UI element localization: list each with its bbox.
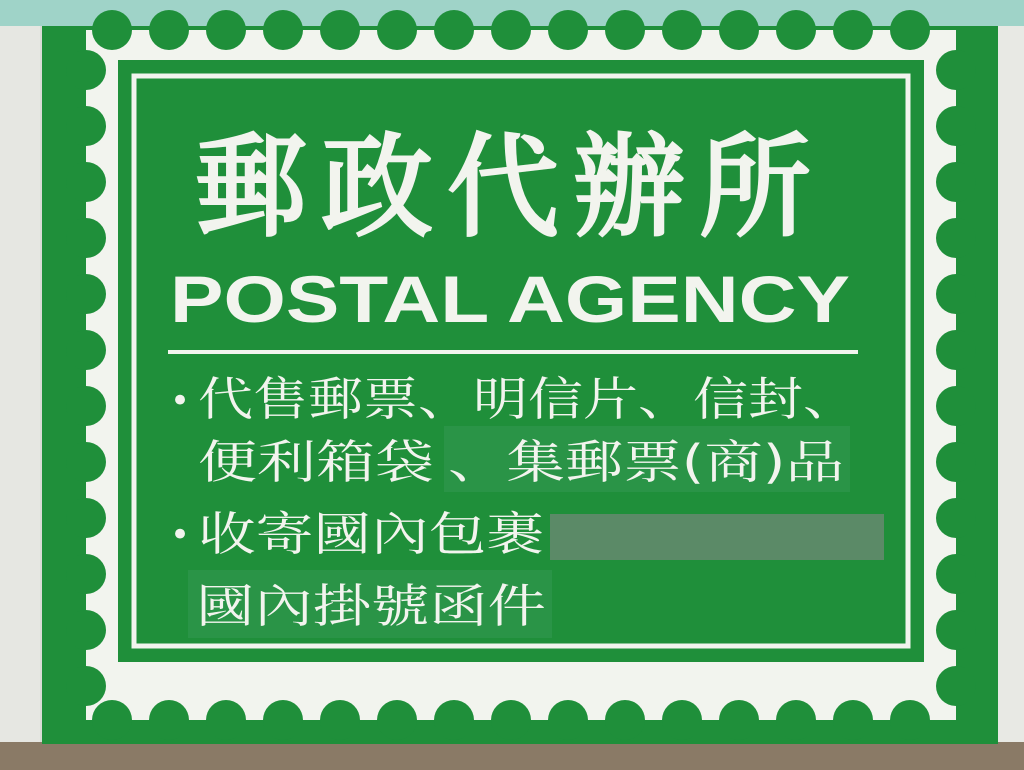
perforation-dot — [66, 162, 106, 202]
service-line-4: 國內掛號函件 — [196, 579, 546, 633]
perforation-dot — [377, 700, 417, 740]
perforation-dot — [890, 10, 930, 50]
perforation-dot — [936, 218, 976, 258]
perforation-dot — [434, 700, 474, 740]
perforation-dot — [548, 700, 588, 740]
perforation-dot — [936, 554, 976, 594]
perforation-dot — [491, 700, 531, 740]
perforation-dot — [66, 442, 106, 482]
perforation-dot — [719, 10, 759, 50]
perforation-dot — [936, 610, 976, 650]
perforation-dot — [263, 10, 303, 50]
service-line-2b: 、集郵票(商)品 — [448, 435, 844, 489]
perforation-dot — [320, 10, 360, 50]
perforation-dot — [605, 700, 645, 740]
perforation-dot — [66, 610, 106, 650]
perforation-dot — [890, 700, 930, 740]
perforation-dot — [92, 10, 132, 50]
blank-sticker — [550, 514, 884, 560]
bullet-1: • — [170, 381, 191, 421]
perforation-dot — [605, 10, 645, 50]
service-line-3: 收寄國內包裹 — [198, 507, 544, 561]
service-line-1: 代售郵票、明信片、信封、 — [198, 372, 858, 426]
perforation-dot — [66, 330, 106, 370]
perforation-dot — [66, 498, 106, 538]
perforation-dot — [206, 700, 246, 740]
perforation-dot — [66, 106, 106, 146]
perforation-dot — [149, 10, 189, 50]
perforation-dot — [936, 442, 976, 482]
perforation-dot — [92, 700, 132, 740]
perforation-dot — [66, 218, 106, 258]
perforation-dot — [491, 10, 531, 50]
perforation-dot — [776, 700, 816, 740]
perforation-dot — [320, 700, 360, 740]
title-chinese: 郵政代辦所 — [195, 123, 825, 253]
perforation-dot — [936, 50, 976, 90]
perforation-dot — [548, 10, 588, 50]
perforation-dot — [66, 50, 106, 90]
perforation-dot — [936, 498, 976, 538]
perforation-dot — [206, 10, 246, 50]
perforation-dot — [776, 10, 816, 50]
perforation-dot — [434, 10, 474, 50]
perforation-dot — [66, 666, 106, 706]
perforation-dot — [719, 700, 759, 740]
perforation-dot — [66, 386, 106, 426]
perforation-dot — [377, 10, 417, 50]
perforation-dot — [149, 700, 189, 740]
perforation-dot — [936, 274, 976, 314]
perforation-dot — [936, 386, 976, 426]
perforation-dot — [833, 10, 873, 50]
perforation-dot — [66, 274, 106, 314]
perforation-dot — [66, 554, 106, 594]
service-line-2a: 便利箱袋 — [198, 435, 434, 489]
perforation-dot — [936, 106, 976, 146]
perforation-dot — [263, 700, 303, 740]
title-english: POSTAL AGENCY — [170, 262, 850, 336]
perforation-dot — [662, 10, 702, 50]
perforation-dot — [936, 162, 976, 202]
perforation-dot — [662, 700, 702, 740]
perforation-dot — [833, 700, 873, 740]
bullet-2: • — [170, 515, 191, 555]
perforation-dot — [936, 330, 976, 370]
perforation-dot — [936, 666, 976, 706]
